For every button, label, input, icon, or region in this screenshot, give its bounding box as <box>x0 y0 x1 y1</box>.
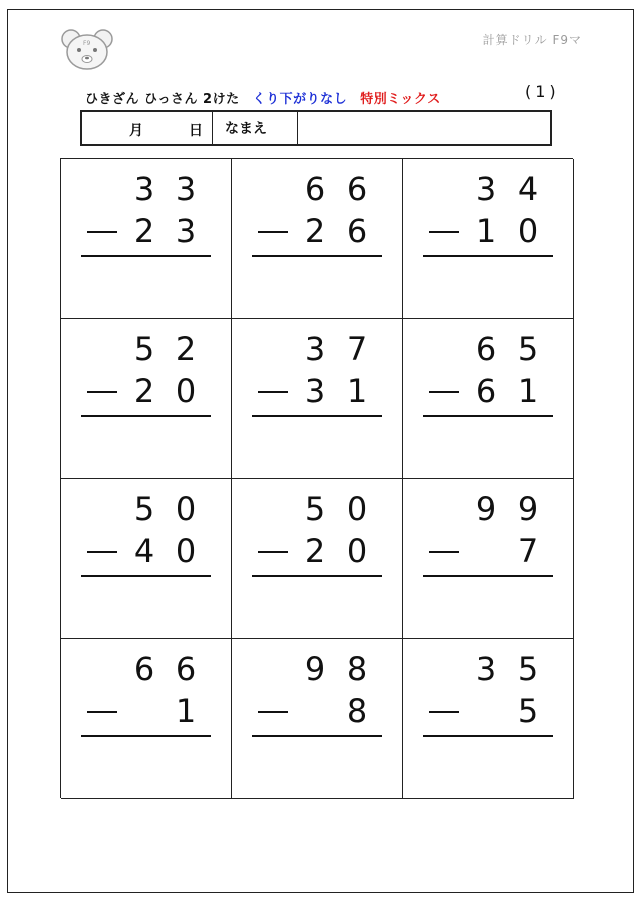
problem-cell[interactable] <box>61 319 232 479</box>
minus-sign-icon <box>429 551 459 553</box>
minuend-ones: 6 <box>175 650 197 688</box>
minuend-ones: 8 <box>346 650 368 688</box>
minuend-ones: 5 <box>517 650 539 688</box>
date-field[interactable] <box>82 112 213 144</box>
answer-line <box>423 415 553 417</box>
problem-cell[interactable] <box>61 159 232 319</box>
minuend-tens: 5 <box>304 490 326 528</box>
answer-line <box>81 415 211 417</box>
subtrahend-ones: 7 <box>517 532 539 570</box>
minuend-tens: 5 <box>133 330 155 368</box>
minuend-tens: 6 <box>304 170 326 208</box>
subtrahend-tens: 2 <box>304 212 326 250</box>
subtrahend-ones: 6 <box>346 212 368 250</box>
answer-line <box>81 735 211 737</box>
minuend-ones: 2 <box>175 330 197 368</box>
minus-sign-icon <box>87 551 117 553</box>
title-part-mix: 特別ミックス <box>360 92 441 107</box>
problem-cell[interactable] <box>232 319 403 479</box>
minuend-ones: 0 <box>346 490 368 528</box>
problem-cell[interactable] <box>61 639 232 799</box>
minuend-ones: 6 <box>346 170 368 208</box>
month-label: 月 <box>129 123 143 139</box>
minus-sign-icon <box>87 391 117 393</box>
subtrahend-ones: 0 <box>346 532 368 570</box>
subtrahend-ones: 1 <box>175 692 197 730</box>
answer-line <box>252 255 382 257</box>
subtrahend-ones: 0 <box>175 372 197 410</box>
subtrahend-ones: 8 <box>346 692 368 730</box>
worksheet-title <box>85 88 449 107</box>
subtrahend-tens: 1 <box>475 212 497 250</box>
problem-cell[interactable] <box>232 159 403 319</box>
minus-sign-icon <box>429 231 459 233</box>
svg-text:F9: F9 <box>83 40 91 47</box>
minuend-tens: 6 <box>475 330 497 368</box>
sheet-number: (1) <box>525 82 560 101</box>
minuend-tens: 3 <box>304 330 326 368</box>
minuend-tens: 3 <box>133 170 155 208</box>
minus-sign-icon <box>258 231 288 233</box>
subtrahend-ones: 5 <box>517 692 539 730</box>
minus-sign-icon <box>258 551 288 553</box>
minus-sign-icon <box>429 391 459 393</box>
minus-sign-icon <box>87 231 117 233</box>
subtrahend-ones: 1 <box>346 372 368 410</box>
name-field[interactable] <box>298 112 550 144</box>
name-date-box <box>80 110 552 146</box>
subtrahend-ones: 1 <box>517 372 539 410</box>
problem-cell[interactable] <box>232 479 403 639</box>
minuend-tens: 9 <box>304 650 326 688</box>
title-part-topic: ひきざん ひっさん 2けた <box>85 92 240 107</box>
subtrahend-tens: 3 <box>304 372 326 410</box>
subtrahend-tens: 4 <box>133 532 155 570</box>
subtrahend-ones: 3 <box>175 212 197 250</box>
minuend-ones: 4 <box>517 170 539 208</box>
subtrahend-tens: 2 <box>133 372 155 410</box>
problem-cell[interactable] <box>403 319 574 479</box>
minuend-tens: 9 <box>475 490 497 528</box>
bear-logo-icon <box>60 28 114 72</box>
problem-cell[interactable] <box>232 639 403 799</box>
minus-sign-icon <box>258 391 288 393</box>
subtrahend-tens: 6 <box>475 372 497 410</box>
answer-line <box>252 575 382 577</box>
problem-cell[interactable] <box>403 479 574 639</box>
minuend-ones: 7 <box>346 330 368 368</box>
answer-line <box>252 735 382 737</box>
subtrahend-ones: 0 <box>175 532 197 570</box>
brand-label: 計算ドリル F9マ <box>482 33 582 47</box>
problem-cell[interactable] <box>61 479 232 639</box>
minus-sign-icon <box>429 711 459 713</box>
problem-cell[interactable] <box>403 639 574 799</box>
minus-sign-icon <box>87 711 117 713</box>
minuend-ones: 0 <box>175 490 197 528</box>
minuend-ones: 3 <box>175 170 197 208</box>
answer-line <box>423 575 553 577</box>
answer-line <box>81 255 211 257</box>
answer-line <box>423 255 553 257</box>
name-label: なまえ <box>213 112 298 144</box>
subtrahend-tens: 2 <box>304 532 326 570</box>
problem-cell[interactable] <box>403 159 574 319</box>
answer-line <box>252 415 382 417</box>
minuend-tens: 3 <box>475 170 497 208</box>
title-part-condition: くり下がりなし <box>252 92 348 107</box>
minuend-ones: 5 <box>517 330 539 368</box>
minuend-tens: 3 <box>475 650 497 688</box>
problem-grid <box>60 158 573 798</box>
answer-line <box>81 575 211 577</box>
answer-line <box>423 735 553 737</box>
minuend-ones: 9 <box>517 490 539 528</box>
day-label: 日 <box>189 123 203 139</box>
subtrahend-ones: 0 <box>517 212 539 250</box>
minuend-tens: 5 <box>133 490 155 528</box>
subtrahend-tens: 2 <box>133 212 155 250</box>
minuend-tens: 6 <box>133 650 155 688</box>
minus-sign-icon <box>258 711 288 713</box>
